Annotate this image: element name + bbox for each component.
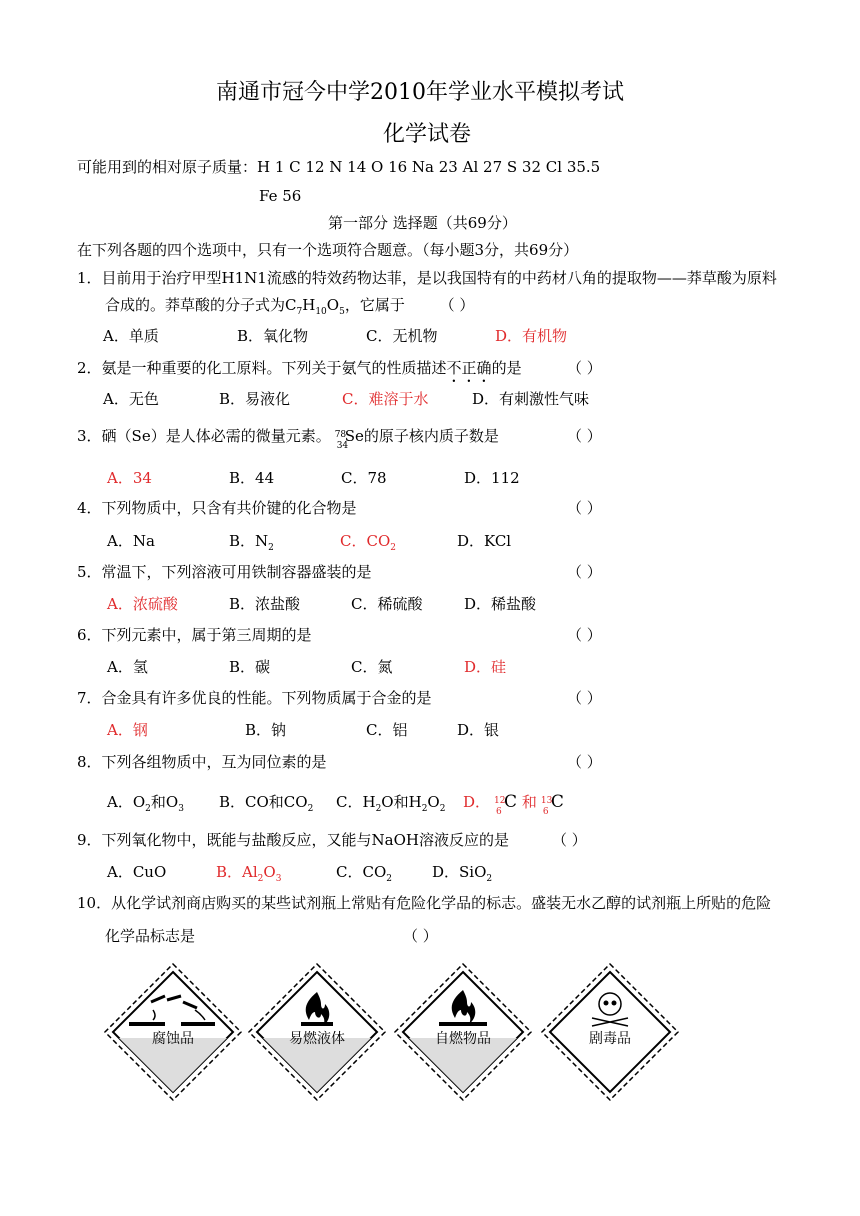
- q7-stem: 7．合金具有许多优良的性能。下列物质属于合金的是: [77, 689, 432, 707]
- q5-option-c: C．稀硫酸: [351, 595, 423, 613]
- q4-paren: （ ）: [567, 499, 602, 517]
- q2-option-c: C．难溶于水: [342, 390, 429, 408]
- q8-option-a: A．$O_2$和$O_3$: [107, 793, 184, 814]
- hazard-sign-flammable-liquid: [247, 962, 387, 1102]
- atomic-masses: 可能用到的相对原子质量：H 1 C 12 N 14 O 16 Na 23 Al 27 S 32 Cl 35.5: [77, 158, 601, 176]
- q1-stem-line1: 1．目前用于治疗甲型H1N1流感的特效药物达菲，是以我国特有的中药材八角的提取物——莽草酸为原料: [77, 269, 777, 287]
- part-heading: 第一部分 选择题（共69分）: [328, 214, 517, 232]
- q8-option-d: D． 12 6 C 和 13 6 C: [463, 792, 564, 817]
- hazard-sign-corrosive: [103, 962, 243, 1102]
- q4-stem: 4．下列物质中，只含有共价键的化合物是: [77, 499, 357, 517]
- q9-stem: 9．下列氧化物中，既能与盐酸反应，又能与NaOH溶液反应的是: [77, 831, 509, 849]
- q9-option-a: A．CuO: [107, 863, 167, 881]
- q4-option-c: C．$CO_2$: [340, 532, 396, 553]
- q4-option-b: B．$N_2$: [229, 532, 274, 553]
- q6-stem: 6．下列元素中，属于第三周期的是: [77, 626, 312, 644]
- q10-stem-line2: 化学品标志是: [105, 927, 196, 945]
- sign-label-spontaneous-combustion: 自燃物品: [435, 1031, 491, 1047]
- q3-paren: （ ）: [567, 427, 602, 445]
- q8-option-c: C．$H_2O$和$H_2O_2$: [336, 793, 446, 814]
- q8-option-b: B．CO和$CO_2$: [219, 793, 314, 814]
- q3-option-d: D．112: [464, 469, 520, 487]
- sign-label-flammable-liquid: 易燃液体: [289, 1031, 345, 1047]
- q6-option-c: C．氮: [351, 658, 393, 676]
- q1-stem-line2: 合成的。莽草酸的分子式为$C_7H_{10}O_5$，它属于 （ ）: [105, 296, 475, 317]
- q3-option-b: B．44: [229, 469, 275, 487]
- q5-stem: 5．常温下，下列溶液可用铁制容器盛装的是: [77, 563, 372, 581]
- exam-subtitle: 化学试卷: [383, 122, 472, 147]
- q2-stem: 2．氨是一种重要的化工原料。下列关于氨气的性质描述不正确的是: [77, 359, 522, 377]
- q2-option-d: D．有刺激性气味: [472, 390, 590, 408]
- q1-option-b: B．氧化物: [237, 327, 309, 345]
- q7-option-c: C．铝: [366, 721, 408, 739]
- q4-option-d: D．KCl: [457, 532, 512, 550]
- se-isotope: 78 34: [334, 430, 349, 451]
- q3-stem: 3．硒（Se）是人体必需的微量元素。 78 34 Se的原子核内质子数是: [77, 427, 499, 451]
- q2-option-b: B．易液化: [219, 390, 291, 408]
- q2-paren: （ ）: [567, 359, 602, 377]
- q5-paren: （ ）: [567, 563, 602, 581]
- q5-option-b: B．浓盐酸: [229, 595, 301, 613]
- q10-stem-line1: 10．从化学试剂商店购买的某些试剂瓶上常贴有危险化学品的标志。盛装无水乙醇的试剂瓶上所贴的危险: [77, 894, 772, 912]
- q6-option-a: A．氢: [107, 658, 148, 676]
- q3-option-a: A．34: [107, 469, 152, 487]
- q1-option-c: C．无机物: [366, 327, 438, 345]
- hazard-sign-toxic: [540, 962, 680, 1102]
- hazard-sign-spontaneous-combustion: [393, 962, 533, 1102]
- q5-option-a: A．浓硫酸: [107, 595, 178, 613]
- q6-option-d: D．硅: [464, 658, 507, 676]
- sign-label-corrosive: 腐蚀品: [152, 1031, 194, 1047]
- exam-title: 南通市冠今中学2010年学业水平模拟考试: [216, 80, 624, 105]
- q7-option-b: B．钠: [245, 721, 287, 739]
- q6-option-b: B．碳: [229, 658, 271, 676]
- q4-option-a: A．Na: [107, 532, 155, 550]
- q2-option-a: A．无色: [103, 390, 159, 408]
- q7-paren: （ ）: [567, 689, 602, 707]
- q1-option-d: D．有机物: [495, 327, 568, 345]
- q10-paren: （ ）: [403, 927, 438, 945]
- q9-option-b: B．$Al_2O_3$: [216, 863, 282, 884]
- q8-paren: （ ）: [567, 753, 602, 771]
- q1-option-a: A．单质: [103, 327, 159, 345]
- q9-paren: （ ）: [552, 831, 587, 849]
- q5-option-d: D．稀盐酸: [464, 595, 537, 613]
- q7-option-a: A．钢: [107, 721, 148, 739]
- q6-paren: （ ）: [567, 626, 602, 644]
- sign-label-toxic: 剧毒品: [589, 1031, 631, 1047]
- q7-option-d: D．银: [457, 721, 500, 739]
- q9-option-c: C．$CO_2$: [336, 863, 392, 884]
- atomic-masses-cont: Fe 56: [259, 187, 302, 205]
- q3-option-c: C．78: [341, 469, 387, 487]
- q8-stem: 8．下列各组物质中，互为同位素的是: [77, 753, 327, 771]
- instructions: 在下列各题的四个选项中，只有一个选项符合题意。（每小题3分，共69分）: [77, 241, 579, 259]
- q9-option-d: D．SiO$_2$: [432, 863, 493, 884]
